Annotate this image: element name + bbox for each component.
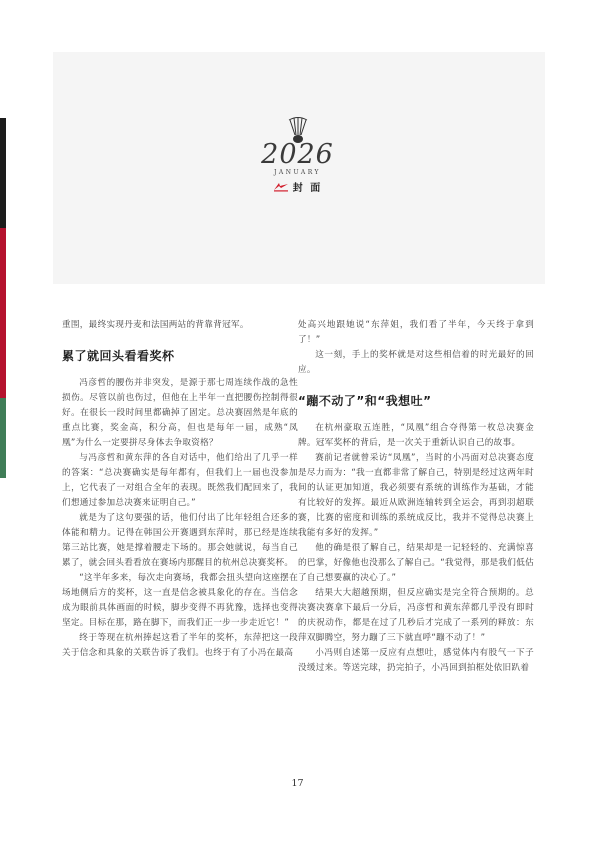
- paragraph: 结果大大超越预期，但反应确实是完全符合预期的。总决赛决赛拿下最后一分后，冯彦哲和黄东萍都几乎没有即时的庆祝动作，都是在过了几秒后才完成了一系列的释放：东萍双脚腾空，努力蹦了三下就直呼“蹦不动了！”: [298, 588, 534, 643]
- section-heading: 累了就回头看看奖杯: [62, 349, 175, 363]
- paragraph: 赛前记者就曾采访“凤凰”，当时的小冯面对总决赛态度是尽力而为：“我一直都非常了解自己，特别是经过这两年时间的认证更加知道，我必须要有系统的训练作为基础，才能有比较好的发挥。最近从欧洲连轴转到全运会，再到羽超联赛，比赛的密度和训练的系统成反比，我并不觉得总决赛上我能有多好的发挥。”: [298, 453, 534, 538]
- paragraph: 就是为了这句要强的话，他们付出了比年轻组合还多的体能和精力。记得在韩国公开赛遇到东萍时，那已经是连续第三站比赛，她是撑着腰走下场的。那会她就说，每当自己累了，就会回头看看放在赛场内那醒目的杭州总决赛奖杯。: [62, 513, 298, 568]
- left-column: [62, 318, 298, 661]
- issue-month: JANUARY: [274, 169, 321, 176]
- issue-year: 2026: [261, 139, 334, 170]
- cover-section-label: [0, 179, 595, 194]
- paragraph: 处高兴地跟她说“东萍姐，我们看了半年，今天终于拿到了！”: [298, 320, 534, 345]
- lining-logo-icon: [273, 182, 289, 192]
- paragraph: 冯彦哲的腰伤并非突发，是源于那七周连续作战的急性损伤。尽管以前也伤过，但他在上半年一直把腰伤控制得很好。在很长一段时间里都确掉了固定。总决赛固然是年底的重点比赛，奖金高，积分高，但也是每年一届，成熟“凤凰”为什么一定要拼尽身体去争取资格？: [62, 378, 298, 448]
- paragraph: 这一刻，手上的奖杯就是对这些相信着的时光最好的回应。: [298, 350, 534, 375]
- paragraph: 重围，最终实现丹麦和法国两站的背靠背冠军。: [62, 320, 249, 330]
- right-column: [298, 318, 534, 676]
- section-heading: “蹦不动了”和“我想吐”: [298, 394, 432, 408]
- cover-label: 封 面: [292, 183, 323, 194]
- paragraph: 他的确是很了解自己，结果却是一记轻轻的、充满惊喜的巴掌，好像他也没那么了解自己。“我觉得，那是我们低估了自己想要赢的决心了。”: [298, 543, 534, 583]
- paragraph: 在杭州豪取五连胜，“凤凰”组合夺得第一枚总决赛金牌。冠军奖杯的背后，是一次关于重新认识自己的故事。: [298, 423, 534, 448]
- paragraph: 小冯则自述第一反应有点想吐，感觉体内有股气一下子没缓过来。等送完球，扔完拍子，小冯回到拍框处依旧趴着: [298, 648, 534, 673]
- issue-masthead: [0, 115, 595, 194]
- paragraph: 与冯彦哲和黄东萍的各自对话中，他们给出了几乎一样的答案：“总决赛确实是每年都有，但我们上一届也没参加上，它代表了一对组合全年的表现。既然我们配回来了，我们想通过参加总决赛来证明自己。”: [62, 453, 298, 508]
- page-edge-strip-green: [0, 398, 6, 478]
- paragraph: 终于等现在杭州捧起这看了半年的奖杯，东萍把这一段关于信念和具象的关联告诉了我们。也终于有了小冯在最高: [62, 633, 298, 658]
- page-edge-strip-red: [0, 228, 6, 398]
- page-number: 17: [291, 778, 304, 789]
- paragraph: “这半年多来，每次走向赛场，我都会扭头望向这座摆在场地侧后方的奖杯，这一直是信念被具象化的存在。当信念成为眼前具体画面的时候，脚步变得不再犹豫，选择也变得坚定。目标在那，路在脚下，而我们正一步一步走近它！”: [62, 573, 298, 628]
